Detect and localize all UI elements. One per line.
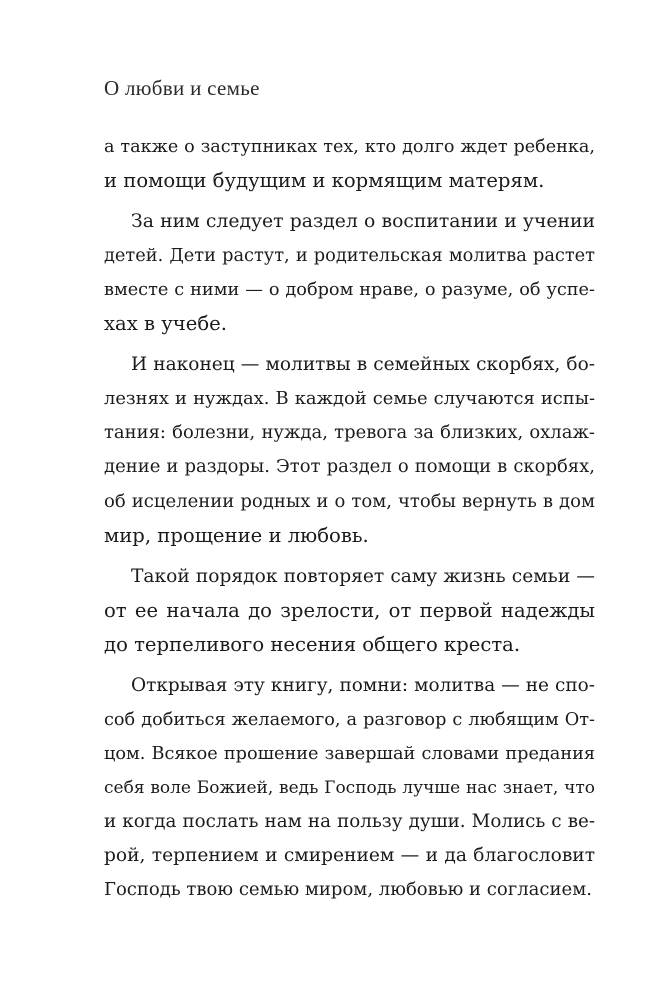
text-line: детей. Дети растут, и родительская молитва растет [104,246,595,267]
text-line: хах в учебе. [104,312,227,336]
text-line: и помощи будущим и кормящим матерям. [104,169,545,193]
paragraph-gap [104,553,595,560]
text-line: от ее начала до зрелости, от первой надежды [104,598,595,622]
paragraph [104,669,595,908]
paragraph [104,560,595,662]
text-line: себя воле Божией, ведь Господь лучше нас знает, что [104,777,595,798]
paragraph [104,205,595,341]
text-line: об исцелении родных и о том, чтобы вернуть в дом [104,490,595,512]
body-text [104,130,595,907]
text-line: соб добиться желаемого, а разговор с любящим От- [104,709,595,730]
text-line: вместе с ними — о добром нраве, о разуме, об успе- [104,280,595,301]
text-line: За ним следует раздел о воспитании и учении [131,210,595,232]
paragraph [104,130,595,198]
text-line: дение и раздоры. Этот раздел о помощи в скорбях, [104,456,595,478]
paragraph-gap [104,341,595,348]
paragraph [104,348,595,553]
text-line: лезнях и нуждах. В каждой семье случаются испы- [104,388,595,410]
paragraph-gap [104,198,595,205]
text-line: и когда послать нам на пользу души. Молись с ве- [104,810,595,832]
text-line: Открывая эту книгу, помни: молитва — не спо- [131,674,595,696]
running-head: О любви и семье [104,76,260,100]
text-line: Такой порядок повторяет саму жизнь семьи — [131,565,595,587]
text-line: Господь твою семью миром, любовью и согласием. [104,879,592,901]
text-line: до терпеливого несения общего креста. [104,632,521,656]
text-line: И наконец — молитвы в семейных скорбях, бо- [131,354,595,376]
text-line: тания: болезни, нужда, тревога за близких, охлаж- [104,422,595,444]
text-line: цом. Всякое прошение завершай словами предания [104,743,595,764]
paragraph-gap [104,662,595,669]
text-line: мир, прощение и любовь. [104,523,369,547]
text-line: рой, терпением и смирением — и да благословит [104,845,595,867]
text-line: а также о заступниках тех, кто долго ждет ребенка, [104,137,595,157]
